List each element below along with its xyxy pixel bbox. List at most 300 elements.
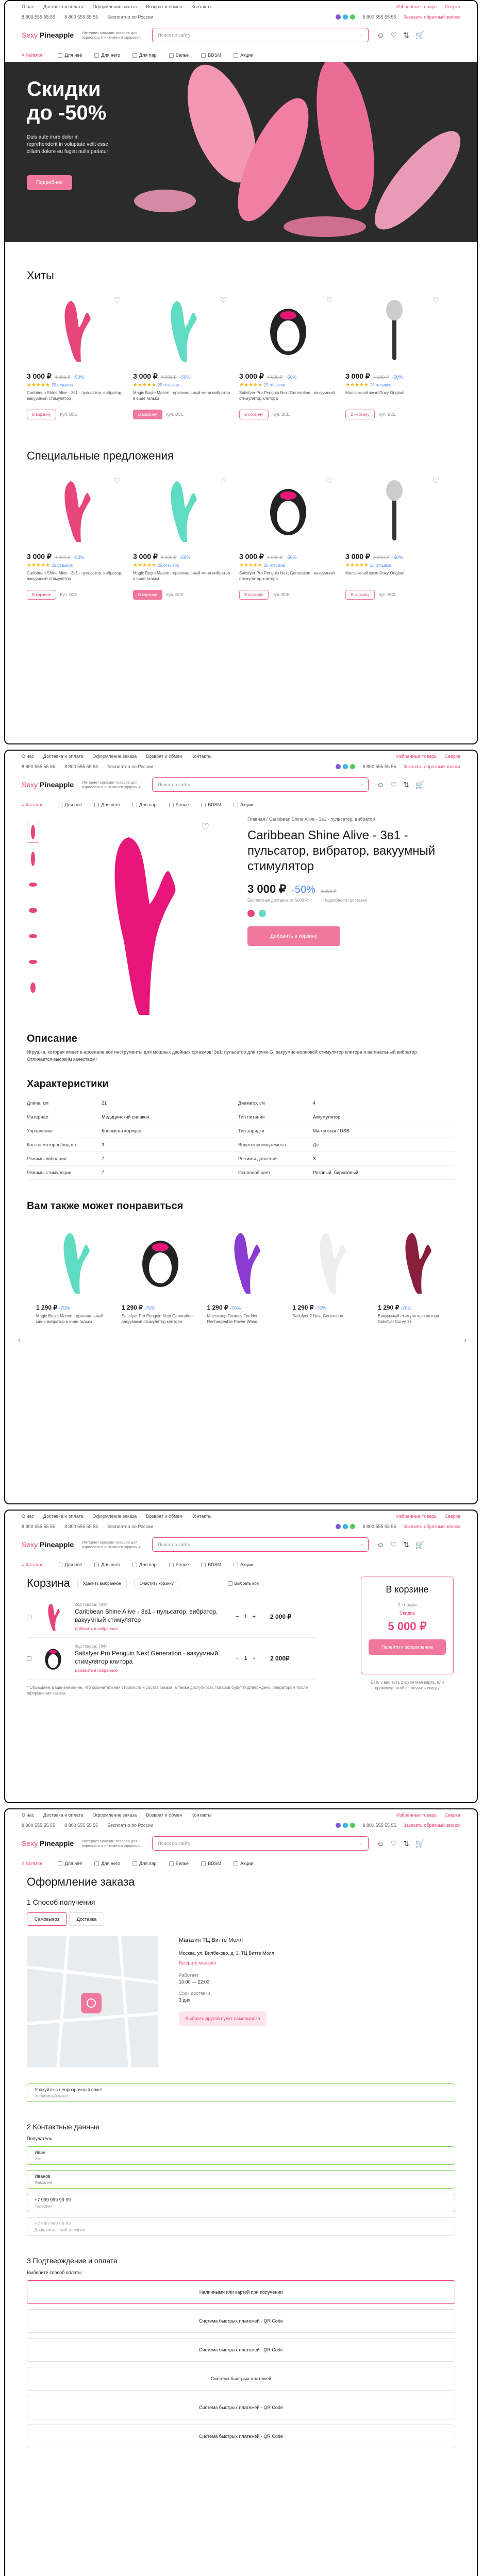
top-link[interactable]: Оформление заказа — [92, 1812, 137, 1818]
product-panel — [4, 750, 478, 1504]
discount-badge: -50% — [392, 555, 403, 560]
nav-item[interactable]: Для неё — [54, 802, 86, 807]
item-name[interactable]: Satisfyer Pro Penguin Next Generation - вакуумный стимулятор клитора — [75, 1650, 218, 1665]
old-price: 4 000 ₽ — [160, 555, 177, 560]
logo[interactable]: Sexy Pineapple — [22, 31, 74, 39]
callback-link[interactable]: Заказать обратный звонок — [403, 1823, 460, 1828]
home-panel — [4, 0, 478, 744]
phone[interactable]: 8 800 555 55 55 — [64, 1524, 98, 1529]
product-name[interactable]: Caribbean Shine Alive - 3в1 - пульсатор, вибратор, вакуумный стимулятор — [27, 391, 122, 401]
heart-icon[interactable]: ♡ — [390, 1540, 397, 1549]
product-card[interactable] — [27, 471, 125, 600]
product-title: Caribbean Shine Alive - 3в1 - пульсатор, вибратор, вакуумный стимулятор — [247, 828, 436, 873]
nav-item[interactable]: Для пар — [128, 1562, 161, 1567]
description — [5, 1033, 477, 1212]
top-link[interactable]: Оформление заказа — [92, 1514, 137, 1519]
top-link[interactable]: О нас — [22, 1812, 34, 1818]
search-icon[interactable]: ⌕ — [360, 1541, 363, 1547]
search-icon[interactable]: ⌕ — [360, 782, 363, 787]
nav-item[interactable]: Белье — [165, 53, 193, 58]
item-code: Код товара: 7844 — [75, 1644, 108, 1649]
search-icon[interactable]: ⌕ — [360, 32, 363, 38]
contact-bar — [5, 1821, 477, 1830]
heart-icon[interactable]: ♡ — [390, 30, 397, 39]
price: 3 000 ₽ — [239, 552, 264, 561]
price: 3 000 ₽ — [133, 552, 158, 561]
hours-label: Работает — [179, 1972, 199, 1978]
product-image[interactable] — [378, 1223, 455, 1300]
catalog-button[interactable]: ≡ Каталог — [22, 802, 43, 807]
top-link[interactable]: Доставка и оплата — [43, 754, 84, 759]
related-product-card[interactable] — [292, 1223, 370, 1325]
spec-row: Режимы вибрации 7 Режимы давления 3 — [27, 1152, 455, 1166]
phone[interactable]: 8 800 555 55 55 — [362, 14, 396, 20]
extra-phone-field[interactable]: +7 999 999 99 99 Дополнительный телефон — [27, 2217, 455, 2236]
cart-panel — [4, 1510, 478, 1803]
change-pickup-button[interactable]: Выбрать другой пункт самовывоза — [179, 2011, 267, 2027]
order-title: Оформление заказа — [27, 1875, 135, 1888]
phone[interactable]: 8 800 555 55 55 — [22, 14, 56, 20]
top-link[interactable]: Доставка и оплата — [43, 1812, 84, 1818]
compare-icon[interactable]: ⇅ — [403, 780, 409, 789]
product-top — [5, 811, 477, 1033]
delete-selected-button[interactable]: Удалить выбранное — [77, 1579, 127, 1588]
spec-row: Материал Медицинский силикон Тип питания Аккумулятор — [27, 1110, 455, 1124]
hits-title: Хиты — [27, 269, 54, 282]
product-card[interactable] — [239, 471, 337, 600]
phone[interactable]: 8 800 555 55 55 — [22, 764, 56, 769]
product-image[interactable] — [239, 471, 337, 548]
callback-link[interactable]: Заказать обратный звонок — [403, 1524, 460, 1529]
related-product-card[interactable] — [378, 1223, 455, 1325]
reviews-count[interactable]: 25 отзывов — [370, 383, 392, 387]
rating-stars: ★★★★★ 25 отзывов — [239, 563, 286, 568]
phone[interactable]: 8 800 555 55 55 — [362, 1524, 396, 1529]
cart-icon[interactable]: 🛒 — [415, 1839, 425, 1848]
favorite-heart-icon[interactable]: ♡ — [113, 477, 121, 485]
top-link[interactable]: Контакты — [191, 754, 212, 759]
discount-link[interactable]: Скидка — [400, 1611, 415, 1616]
buy-one-click[interactable]: Куп. ВСЕ — [272, 592, 290, 597]
discount-badge: -70% — [144, 1306, 156, 1311]
item-image[interactable] — [38, 1601, 69, 1632]
nav-item[interactable]: Белье — [165, 802, 193, 807]
favorites-link[interactable]: Избранные товары — [396, 754, 438, 759]
phone[interactable]: 8 800 555 55 55 — [362, 1823, 396, 1828]
item-code: Код товара: 7844 — [75, 1602, 108, 1607]
product-image[interactable] — [133, 471, 231, 548]
search-input[interactable]: Поиск по сайту ⌕ — [152, 777, 369, 792]
reviews-count[interactable]: 25 отзывов — [157, 563, 179, 568]
recipient-label: Получатель — [27, 2136, 53, 2141]
add-to-cart-button[interactable]: В корзину — [133, 410, 162, 419]
catalog-button[interactable]: ≡ Каталог — [22, 1861, 43, 1866]
product-image — [88, 822, 191, 1018]
product-name[interactable]: Вакуумный стимулятор клитора Satisfyer Curvy 1+ — [378, 1314, 439, 1325]
favorite-heart-icon[interactable]: ♡ — [432, 477, 439, 485]
buy-one-click[interactable]: Куп. ВСЕ — [378, 592, 396, 597]
nav-item[interactable]: Акции — [229, 53, 257, 58]
reviews-count[interactable]: 25 отзывов — [370, 563, 392, 568]
user-icon[interactable]: ☺ — [377, 30, 385, 39]
specials-grid — [5, 471, 477, 600]
search-input[interactable]: Поиск по сайту ⌕ — [152, 1836, 369, 1851]
cart-icon[interactable]: 🛒 — [415, 30, 425, 39]
phone-field[interactable]: +7 999 999 99 99 Телефон — [27, 2194, 455, 2212]
callback-link[interactable]: Заказать обратный звонок — [403, 14, 460, 20]
nav-item[interactable]: Для него — [90, 1861, 124, 1866]
hours: 10:00 — 22:00 — [179, 1979, 210, 1985]
product-name[interactable]: Satisfyer Pro Penguin Next Generation - вакуумный стимулятор клитора — [121, 1314, 195, 1325]
nav-item[interactable]: BDSM — [197, 1861, 225, 1866]
product-image[interactable] — [207, 1223, 285, 1300]
payment-option[interactable]: Система быстрых платежей - QR Code — [27, 2309, 455, 2333]
last-name-field[interactable]: Иванов Фамилия — [27, 2170, 455, 2189]
product-name[interactable]: Satisfyer 2 Next Generation — [292, 1314, 343, 1318]
messenger-icons[interactable] — [336, 1524, 355, 1529]
item-name[interactable]: Caribbean Shine Alive - 3в1 - пульсатор, вибратор, вакуумный стимулятор — [75, 1608, 218, 1623]
product-card[interactable] — [345, 471, 443, 600]
catalog-button[interactable]: ≡ Каталог — [22, 1562, 43, 1567]
nav-item[interactable]: BDSM — [197, 802, 225, 807]
reviews-count[interactable]: 25 отзывов — [157, 383, 179, 387]
phone[interactable]: 8 800 555 55 55 — [64, 1823, 98, 1828]
cart-item — [27, 1596, 315, 1638]
cart-title: Корзина — [27, 1577, 70, 1589]
nav-item[interactable]: Для него — [90, 802, 124, 807]
order-head — [5, 1870, 477, 1931]
payment-option[interactable]: Система быстрых платежей - QR Code — [27, 2396, 455, 2419]
pack-option[interactable]: Упакуйте в непрозрачный пакет Анонимный пакет — [27, 2083, 455, 2102]
map-image[interactable] — [27, 1936, 158, 2067]
product-image[interactable] — [292, 1223, 370, 1300]
phone[interactable]: 8 800 555 55 55 — [64, 764, 98, 769]
shop-address: Москва, ул. Вилбеково, д. 3, ТЦ Витте Молл — [179, 1950, 274, 1956]
payment-option[interactable]: Система быстрых платежей - QR Code — [27, 2425, 455, 2448]
old-price: 4 000 ₽ — [267, 375, 283, 380]
first-name-field[interactable]: Иван Имя — [27, 2146, 455, 2165]
add-to-cart-button[interactable]: В корзину — [133, 590, 162, 600]
price: 3 000 ₽ — [239, 372, 264, 380]
price: 3 000 ₽ — [133, 372, 158, 380]
phone[interactable]: 8 800 555 55 55 — [22, 1823, 56, 1828]
product-card[interactable] — [345, 291, 443, 419]
price: 1 290 ₽ — [378, 1304, 400, 1311]
select-all[interactable]: Выбрать все — [228, 1581, 259, 1586]
compare-icon[interactable]: ⇅ — [403, 30, 409, 39]
buy-one-click[interactable]: Куп. ВСЕ — [166, 592, 184, 597]
related-product-card[interactable] — [207, 1223, 285, 1325]
add-to-cart-button[interactable]: В корзину — [27, 590, 56, 600]
top-link[interactable]: Контакты — [191, 4, 212, 9]
favorite-heart-icon[interactable]: ♡ — [432, 296, 439, 305]
nav-item[interactable]: Белье — [165, 1562, 193, 1567]
nav-item[interactable]: Для него — [90, 53, 124, 58]
phone[interactable]: 8 800 555 55 55 — [22, 1524, 56, 1529]
product-name[interactable]: Satisfyer Pro Penguin Next Generation - вакуумный стимулятор клитора — [239, 571, 335, 582]
product-price: 3 000 ₽ — [247, 883, 287, 895]
rating-stars: ★★★★★ 25 отзывов — [239, 382, 286, 388]
color-swatch-pink[interactable] — [247, 910, 255, 917]
favorites-link[interactable]: Избранные товары — [396, 1812, 438, 1818]
hero-button[interactable]: Подробнее — [27, 175, 72, 190]
add-to-cart-button[interactable]: В корзину — [345, 410, 375, 419]
compare-link[interactable]: Сверка — [444, 754, 460, 759]
related-product-card[interactable] — [122, 1223, 199, 1325]
top-bar — [5, 1809, 477, 1821]
qty-stepper[interactable]: − 1 + — [236, 1655, 256, 1662]
item-image[interactable] — [38, 1643, 69, 1674]
product-image[interactable] — [345, 291, 443, 368]
search-input[interactable]: Поиск по сайту ⌕ — [152, 1537, 369, 1552]
specials-title: Специальные предложения — [27, 449, 174, 462]
product-image[interactable] — [36, 1223, 113, 1300]
hero-banner — [5, 62, 477, 242]
top-link[interactable]: О нас — [22, 1514, 34, 1519]
favorite-heart-icon[interactable]: ♡ — [326, 477, 333, 485]
hits-grid — [5, 291, 477, 419]
nav-item[interactable]: Для неё — [54, 1861, 86, 1866]
delivery-time: 3 дня — [179, 1997, 191, 2003]
top-link[interactable]: Возврат и обмен — [146, 1812, 182, 1818]
compare-link[interactable]: Сверка — [444, 1514, 460, 1519]
add-to-cart-button[interactable]: В корзину — [239, 410, 269, 419]
top-link[interactable]: Доставка и оплата — [43, 1514, 84, 1519]
product-card[interactable] — [239, 291, 337, 419]
old-price: 4 000 ₽ — [373, 375, 389, 380]
compare-link[interactable]: Сверка — [444, 4, 460, 9]
product-name[interactable]: Magic Bugle Mason - оригинальный мини вибратор в виде гальки — [133, 391, 230, 401]
price: 1 290 ₽ — [292, 1304, 314, 1311]
nav-item[interactable]: Для неё — [54, 53, 86, 58]
rating-stars: ★★★★★ 25 отзывов — [345, 563, 392, 568]
logo[interactable]: Sexy Pineapple — [22, 1540, 74, 1549]
price: 1 290 ₽ — [36, 1304, 57, 1311]
product-image[interactable] — [345, 471, 443, 548]
payment-option[interactable]: Наличными или картой при получении — [27, 2280, 455, 2304]
top-link[interactable]: Контакты — [191, 1514, 212, 1519]
nav-item[interactable]: Белье — [165, 1861, 193, 1866]
callback-link[interactable]: Заказать обратный звонок — [403, 764, 460, 769]
free-call: Бесплатно по России — [107, 1524, 154, 1529]
favorite-heart-icon[interactable]: ♡ — [220, 477, 227, 485]
discount-badge: -70% — [59, 1306, 70, 1311]
spec-row: Кол-во моторов/вид шт. 3 Водонепроницаемость Да — [27, 1138, 455, 1152]
favorite-heart-icon[interactable]: ♡ — [113, 296, 121, 305]
delivery-link[interactable]: Подробности доставки — [323, 898, 367, 903]
specs-title: Характеристики — [27, 1078, 109, 1090]
nav-item[interactable]: Для пар — [128, 802, 161, 807]
header — [5, 771, 477, 798]
discount-badge: -70% — [401, 1306, 412, 1311]
discount-badge: -70% — [229, 1306, 241, 1311]
favorites-link[interactable]: Избранные товары — [396, 1514, 438, 1519]
buy-one-click[interactable]: Куп. ВСЕ — [272, 412, 290, 417]
nav-item[interactable]: Акции — [229, 802, 257, 807]
cart-icon[interactable]: 🛒 — [415, 780, 425, 789]
user-icon[interactable]: ☺ — [377, 1540, 385, 1549]
nav-item[interactable]: Для пар — [128, 53, 161, 58]
clear-cart-button[interactable]: Очистить корзину — [134, 1579, 179, 1588]
buy-one-click[interactable]: Куп. ВСЕ — [60, 592, 78, 597]
messenger-icons[interactable] — [336, 14, 355, 20]
item-checkbox[interactable] — [27, 1656, 31, 1661]
top-link[interactable]: Контакты — [191, 1812, 212, 1818]
color-swatch-teal[interactable] — [259, 910, 266, 917]
hero-text: Duis aute irure dolor in reprehenderit in voluptate velit esse cillum dolore eu fugiat nulla pariatur — [27, 134, 108, 155]
reviews-count[interactable]: 25 отзывов — [51, 563, 73, 568]
buy-one-click[interactable]: Куп. ВСЕ — [60, 412, 78, 417]
nav-item[interactable]: BDSM — [197, 53, 225, 58]
nav-bar — [5, 1558, 477, 1571]
reviews-count[interactable]: 25 отзывов — [263, 563, 286, 568]
contact-bar — [5, 762, 477, 771]
top-link[interactable]: Оформление заказа — [92, 754, 137, 759]
product-card[interactable] — [27, 291, 125, 419]
favorite-heart-icon[interactable]: ♡ — [220, 296, 227, 305]
product-image[interactable] — [27, 471, 125, 548]
search-icon[interactable]: ⌕ — [360, 1840, 363, 1846]
delivery-note: Бесплатная доставка от 5000 ₽ — [247, 898, 308, 903]
nav-item[interactable]: Для него — [90, 1562, 124, 1567]
top-link[interactable]: Оформление заказа — [92, 4, 137, 9]
compare-link[interactable]: Сверка — [444, 1812, 460, 1818]
search-input[interactable]: Поиск по сайту ⌕ — [152, 28, 369, 42]
thumbnail-list[interactable] — [27, 822, 39, 1010]
top-link[interactable]: Возврат и обмен — [146, 754, 182, 759]
header — [5, 1531, 477, 1558]
user-icon[interactable]: ☺ — [377, 780, 385, 789]
step-3-title: 3 Подтверждение и оплата — [27, 2257, 118, 2265]
logo[interactable]: Sexy Pineapple — [22, 1839, 74, 1848]
old-price: 4 000 ₽ — [160, 375, 177, 380]
product-name[interactable]: Magic Bugle Mason - оригинальный мини вибратор в виде гальки — [133, 571, 230, 582]
tagline: Интернет магазин товаров для взрослого и интимного здоровья — [82, 1539, 141, 1549]
heart-icon[interactable]: ♡ — [390, 780, 397, 789]
reviews-count[interactable]: 25 отзывов — [263, 383, 286, 387]
promo-note[interactable]: Есть у вас есть дисконтная карта, или промокод, чтобы получить скидку — [370, 1680, 444, 1691]
spec-row: Режимы стимуляции 7 Основной цвет Розовый, бирюзовый — [27, 1166, 455, 1180]
delivery-tab[interactable]: Доставка — [69, 1912, 105, 1926]
qty-stepper[interactable]: − 1 + — [236, 1614, 256, 1620]
product-name[interactable]: Массажный жезл Doxy Original — [345, 571, 404, 575]
discount-badge: -70% — [315, 1306, 326, 1311]
order-panel — [4, 1808, 478, 2576]
add-favorite-link[interactable]: Добавить в избранное — [75, 1668, 118, 1673]
product-image[interactable] — [133, 291, 231, 368]
nav-item[interactable]: Для пар — [128, 1861, 161, 1866]
header — [5, 22, 477, 48]
price: 3 000 ₽ — [27, 372, 52, 380]
cart-total: 5 000 ₽ — [388, 1620, 427, 1633]
carousel-prev-icon[interactable]: ‹ — [18, 1335, 21, 1344]
add-to-cart-button[interactable]: В корзину — [239, 590, 269, 600]
rating-stars: ★★★★★ 25 отзывов — [27, 563, 73, 568]
discount-badge: -50% — [286, 555, 297, 560]
nav-item[interactable]: Для неё — [54, 1562, 86, 1567]
add-favorite-link[interactable]: Добавить в избранное — [75, 1626, 118, 1631]
product-card[interactable] — [133, 291, 231, 419]
heart-icon[interactable]: ♡ — [390, 1839, 397, 1848]
nav-item[interactable]: Акции — [229, 1861, 257, 1866]
compare-icon[interactable]: ⇅ — [403, 1839, 409, 1848]
breadcrumb[interactable]: Главная / Caribbean Shine Alive - 3в1 - пульсатор, вибратор — [247, 817, 375, 822]
favorites-link[interactable]: Избранные товары — [396, 4, 438, 9]
product-image[interactable] — [122, 1223, 199, 1300]
product-image[interactable] — [239, 291, 337, 368]
user-icon[interactable]: ☺ — [377, 1839, 385, 1848]
product-card[interactable] — [133, 471, 231, 600]
product-image[interactable] — [27, 291, 125, 368]
old-price: 4 000 ₽ — [54, 555, 71, 560]
add-to-cart-button[interactable]: В корзину — [345, 590, 375, 600]
messenger-icons[interactable] — [336, 1823, 355, 1828]
messenger-icons[interactable] — [336, 764, 355, 769]
discount-badge: -50% — [286, 375, 297, 380]
add-to-cart-button[interactable]: Добавить в корзину — [247, 926, 340, 946]
top-link[interactable]: Возврат и обмен — [146, 4, 182, 9]
top-link[interactable]: О нас — [22, 754, 34, 759]
phone[interactable]: 8 800 555 55 55 — [362, 764, 396, 769]
free-call: Бесплатно по России — [107, 764, 154, 769]
product-name[interactable]: Caribbean Shine Alive - 3в1 - пульсатор, вибратор, вакуумный стимулятор — [27, 571, 122, 582]
tagline: Интернет магазин товаров для взрослого и интимного здоровья — [82, 1838, 141, 1848]
payment-label: Выберите способ оплаты — [27, 2270, 82, 2275]
add-to-cart-button[interactable]: В корзину — [27, 410, 56, 419]
tagline: Интернет магазин товаров для взрослого и интимного здоровья — [82, 30, 141, 40]
discount-badge: -50% — [73, 375, 85, 380]
product-info — [247, 817, 454, 946]
discount-badge: -50% — [179, 375, 191, 380]
item-checkbox[interactable] — [27, 1615, 31, 1619]
top-link[interactable]: Доставка и оплата — [43, 4, 84, 9]
discount-badge: -50% — [291, 884, 315, 895]
specs-table — [27, 1096, 455, 1180]
carousel-next-icon[interactable]: › — [464, 1335, 467, 1344]
reviews-count[interactable]: 25 отзывов — [51, 383, 73, 387]
cart-icon[interactable]: 🛒 — [415, 1540, 425, 1549]
favorite-heart-icon[interactable]: ♡ — [201, 822, 210, 832]
pickup-tab[interactable]: Самовывоз — [27, 1912, 67, 1926]
description-title: Описание — [27, 1033, 77, 1044]
favorite-heart-icon[interactable]: ♡ — [326, 296, 333, 305]
top-link[interactable]: Возврат и обмен — [146, 1514, 182, 1519]
shop-name: Магазин ТЦ Витте Молл — [179, 1937, 243, 1943]
free-call: Бесплатно по России — [107, 14, 154, 20]
logo[interactable]: Sexy Pineapple — [22, 781, 74, 789]
price: 1 290 ₽ — [207, 1304, 228, 1311]
related-product-card[interactable] — [36, 1223, 113, 1325]
cart-summary — [361, 1577, 454, 1674]
product-name[interactable]: Magic Bugle Mason - оригинальный мини вибратор в виде гальки — [36, 1314, 104, 1325]
phone[interactable]: 8 800 555 55 55 — [64, 14, 98, 20]
product-name[interactable]: Массажер Fantasy For Her Rechargeable Power Wand — [207, 1314, 258, 1325]
buy-one-click[interactable]: Куп. ВСЕ — [378, 412, 396, 417]
payment-option[interactable]: Система быстрых платежей — [27, 2367, 455, 2391]
buy-one-click[interactable]: Куп. ВСЕ — [166, 412, 184, 417]
nav-item[interactable]: BDSM — [197, 1562, 225, 1567]
nav-item[interactable]: Акции — [229, 1562, 257, 1567]
choose-shop-link[interactable]: Выбрать магазин — [179, 1960, 217, 1965]
product-name[interactable]: Satisfyer Pro Penguin Next Generation - вакуумный стимулятор клитора — [239, 391, 335, 401]
compare-icon[interactable]: ⇅ — [403, 1540, 409, 1549]
top-link[interactable]: О нас — [22, 4, 34, 9]
product-name[interactable]: Массажный жезл Doxy Original — [345, 391, 404, 395]
checkout-button[interactable]: Перейти к оформлению — [369, 1639, 446, 1655]
catalog-button[interactable]: ≡ Каталог — [22, 53, 43, 58]
spec-row: Управление Кнопки на корпусе Тип зарядки Магнитная / USB — [27, 1124, 455, 1138]
payment-option[interactable]: Система быстрых платежей - QR Code — [27, 2338, 455, 2362]
